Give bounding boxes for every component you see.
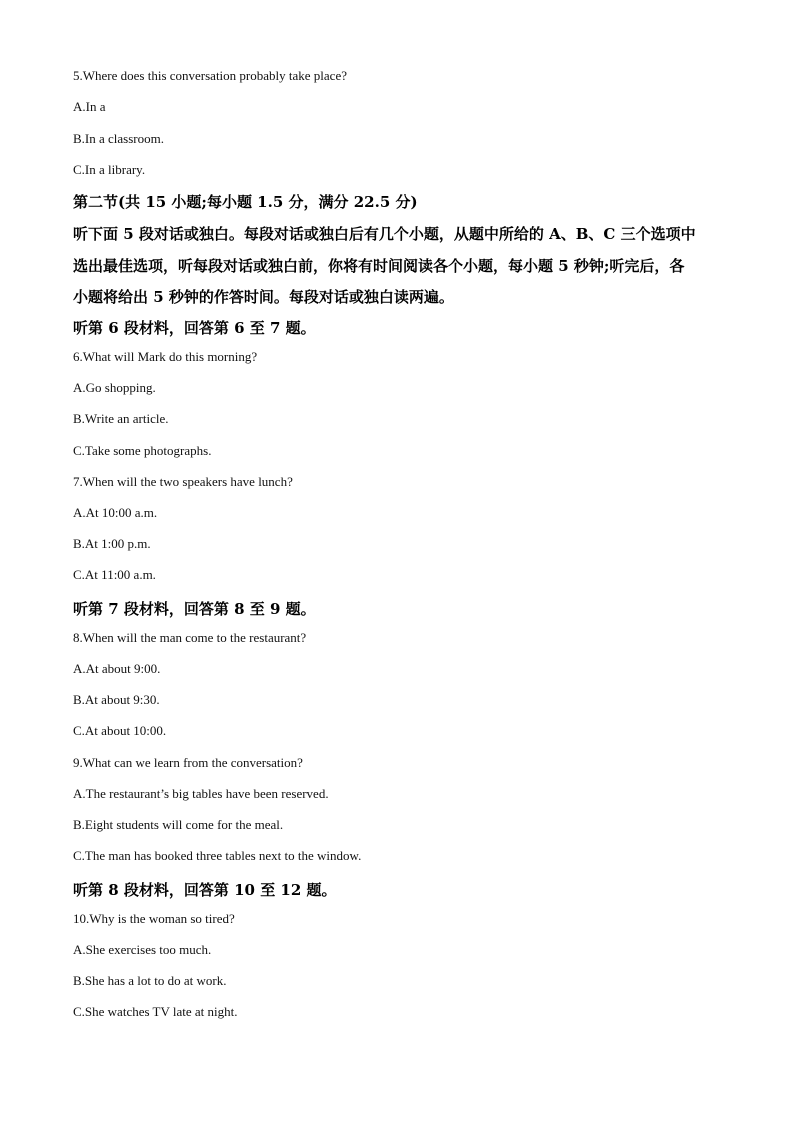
q10-option-b: B.She has a lot to do at work.	[73, 973, 227, 988]
material-8-heading: 听第 8 段材料，回答第 10 至 12 题。	[73, 881, 337, 899]
q6-option-a: A.Go shopping.	[73, 380, 156, 395]
question-9: 9.What can we learn from the conversation?	[73, 755, 303, 770]
section-2-instruction-line-2: 选出最佳选项，听每段对话或独白前，你将有时间阅读各个小题，每小题 5 秒钟;听完后，各	[73, 257, 685, 275]
q5-option-a: A.In a	[73, 99, 106, 114]
q10-option-c: C.She watches TV late at night.	[73, 1004, 238, 1019]
q5-option-b: B.In a classroom.	[73, 131, 164, 146]
q5-option-c: C.In a library.	[73, 162, 146, 177]
question-7: 7.When will the two speakers have lunch?	[73, 474, 293, 489]
q7-option-b: B.At 1:00 p.m.	[73, 536, 151, 551]
q9-option-c: C.The man has booked three tables next to the window.	[73, 848, 362, 863]
material-6-heading: 听第 6 段材料，回答第 6 至 7 题。	[73, 319, 316, 337]
question-5: 5.Where does this conversation probably take place?	[73, 68, 347, 83]
q6-option-b: B.Write an article.	[73, 411, 169, 426]
q7-option-a: A.At 10:00 a.m.	[73, 505, 158, 520]
q6-option-c: C.Take some photographs.	[73, 443, 212, 458]
question-8: 8.When will the man come to the restaurant?	[73, 630, 307, 645]
q10-option-a: A.She exercises too much.	[73, 942, 212, 957]
material-7-heading: 听第 7 段材料，回答第 8 至 9 题。	[73, 600, 316, 618]
q8-option-b: B.At about 9:30.	[73, 692, 160, 707]
q8-option-a: A.At about 9:00.	[73, 661, 161, 676]
question-10: 10.Why is the woman so tired?	[73, 911, 235, 926]
section-2-header: 第二节(共 15 小题;每小题 1.5 分，满分 22.5 分)	[73, 193, 418, 211]
q9-option-a: A.The restaurant’s big tables have been reserved.	[73, 786, 329, 801]
question-6: 6.What will Mark do this morning?	[73, 349, 258, 364]
q7-option-c: C.At 11:00 a.m.	[73, 567, 156, 582]
q8-option-c: C.At about 10:00.	[73, 723, 167, 738]
section-2-instruction-line-1: 听下面 5 段对话或独白。每段对话或独白后有几个小题，从题中所给的 A、B、C 三个选项中	[73, 225, 696, 243]
q9-option-b: B.Eight students will come for the meal.	[73, 817, 284, 832]
section-2-instruction-line-3: 小题将给出 5 秒钟的作答时间。每段对话或独白读两遍。	[73, 288, 454, 306]
